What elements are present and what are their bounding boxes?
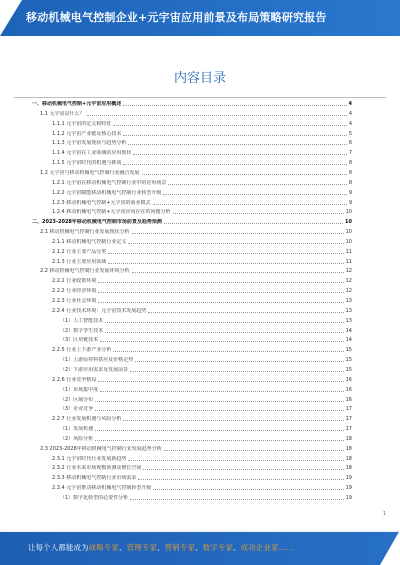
toc-entry-page: 6 bbox=[348, 140, 352, 147]
toc-dot-leader bbox=[105, 332, 343, 333]
toc-row[interactable] bbox=[52, 138, 352, 147]
toc-dot-leader bbox=[143, 469, 343, 470]
toc-entry-page: 4 bbox=[348, 120, 352, 127]
toc-entry-title: （1）市场集中度 bbox=[60, 386, 99, 393]
toc-entry-page: 7 bbox=[348, 150, 352, 157]
toc-dot-leader bbox=[135, 361, 343, 362]
toc-dot-leader bbox=[100, 391, 343, 392]
toc-entry-title: 2.3.1 元宇宙时代行业发展新趋势 bbox=[52, 455, 127, 462]
toc-entry-page: 12 bbox=[345, 288, 352, 295]
toc-row[interactable] bbox=[60, 395, 352, 404]
header-corner-accent bbox=[0, 0, 22, 36]
toc-entry-page: 11 bbox=[345, 258, 352, 265]
toc-dot-leader bbox=[98, 381, 343, 382]
toc-row[interactable] bbox=[60, 365, 352, 374]
report-footer bbox=[0, 530, 400, 565]
toc-entry-title: 二、2023-2028年移动机械电气控制市场前景及趋势预测 bbox=[32, 219, 162, 226]
toc-entry-page: 16 bbox=[345, 376, 352, 383]
toc-entry-page: 16 bbox=[345, 386, 352, 393]
toc-entry-page: 15 bbox=[345, 357, 352, 364]
toc-dot-leader bbox=[173, 213, 344, 214]
toc-dot-leader bbox=[132, 233, 344, 234]
toc-entry-title: 2.2.6 行业竞争格局 bbox=[52, 376, 97, 383]
toc-entry-page: 14 bbox=[345, 327, 352, 334]
footer-segment: 营销专家 bbox=[164, 543, 196, 552]
toc-entry-title: 2.1.2 行业主要产品分类 bbox=[52, 248, 107, 255]
toc-entry-page: 19 bbox=[345, 495, 352, 501]
toc-entry-page: 15 bbox=[345, 366, 352, 373]
toc-entry-page: 9 bbox=[348, 189, 352, 196]
toc-dot-leader bbox=[113, 125, 346, 126]
page-number: 1 bbox=[382, 511, 386, 517]
footer-segment: 管理专家 bbox=[126, 543, 158, 552]
toc-entry-page: 17 bbox=[345, 416, 352, 423]
toc-row[interactable] bbox=[60, 326, 352, 335]
toc-entry-page: 19 bbox=[345, 485, 352, 492]
toc-row[interactable] bbox=[52, 119, 352, 128]
footer-separator: 、 bbox=[119, 543, 127, 552]
toc-entry-page: 10 bbox=[345, 219, 352, 226]
toc-dot-leader bbox=[130, 371, 343, 372]
footer-lead: 让每个人都能成为 bbox=[28, 543, 89, 552]
footer-segment: 成功企业家…… bbox=[240, 543, 294, 552]
toc-entry-page: 17 bbox=[345, 406, 352, 413]
toc-dot-leader bbox=[130, 499, 343, 500]
toc-row[interactable] bbox=[40, 109, 352, 118]
toc-entry-title: 1.2.4 移动机械电气控制+元宇宙应用存在的问题分析 bbox=[52, 209, 171, 216]
footer-separator: 、 bbox=[195, 543, 203, 552]
toc-row[interactable] bbox=[52, 414, 352, 423]
toc-row[interactable] bbox=[52, 257, 352, 266]
toc-entry-title: 2.1.3 行业主要应用领域 bbox=[52, 258, 107, 265]
report-header bbox=[0, 0, 400, 36]
toc-row[interactable] bbox=[52, 276, 352, 285]
toc-entry-title: 2.3 2023-2028年移动机械电气控制行业发展趋势分析 bbox=[40, 445, 162, 452]
toc-row[interactable] bbox=[60, 335, 352, 344]
toc-dot-leader bbox=[113, 351, 343, 352]
toc-entry-title: 1.1.4 元宇宙在工业领域的应用现状 bbox=[52, 150, 132, 157]
toc-entry-page: 11 bbox=[345, 248, 352, 255]
toc-dot-leader bbox=[138, 479, 343, 480]
toc-entry-title: 2.3.2 行业未来市场规模预测及增长空间 bbox=[52, 465, 142, 472]
toc-dot-leader bbox=[153, 204, 347, 205]
toc-row[interactable] bbox=[52, 247, 352, 256]
toc-entry-page: 12 bbox=[345, 278, 352, 285]
toc-row[interactable] bbox=[52, 375, 352, 384]
toc-row[interactable] bbox=[60, 404, 352, 413]
toc-dot-leader bbox=[153, 489, 343, 490]
toc-entry-title: （2）数字孪生技术 bbox=[60, 327, 104, 334]
toc-dot-leader bbox=[95, 401, 343, 402]
toc-entry-page: 8 bbox=[348, 169, 352, 176]
toc-entry-title: 2.2.1 行业政策环境 bbox=[52, 278, 97, 285]
toc-entry-title: 1.2.2 元宇宙赋能移动机械电气控制行业转型升级 bbox=[52, 189, 162, 196]
toc-entry-title: 2.3.3 移动机械电气控制行业市场需求 bbox=[52, 475, 137, 482]
toc-row[interactable] bbox=[52, 296, 352, 305]
toc-entry-title: 1.2 元宇宙与移动机械电气控制行业融合发展 bbox=[40, 169, 140, 176]
toc-row[interactable] bbox=[52, 483, 352, 492]
toc-entry-page: 18 bbox=[345, 455, 352, 462]
toc-dot-leader bbox=[133, 154, 346, 155]
toc-row[interactable] bbox=[52, 158, 352, 167]
toc-entry-page: 9 bbox=[348, 199, 352, 206]
toc-row[interactable] bbox=[52, 237, 352, 246]
toc-dot-leader bbox=[95, 440, 343, 441]
toc-entry-page: 10 bbox=[345, 209, 352, 216]
toc-entry-title: 2.2.7 行业发展机遇与风险分析 bbox=[52, 416, 122, 423]
toc-dot-leader bbox=[87, 115, 347, 116]
toc-row[interactable] bbox=[40, 266, 352, 275]
toc-entry-title: 2.2.4 行业技术环境：元宇宙技术发展趋势 bbox=[52, 307, 147, 314]
toc-row[interactable] bbox=[52, 286, 352, 295]
toc-dot-leader bbox=[164, 223, 343, 224]
toc-entry-page: 13 bbox=[345, 307, 352, 314]
toc-entry-page: 12 bbox=[345, 268, 352, 275]
toc-entry-title: 1.1 元宇宙是什么？ bbox=[40, 110, 85, 117]
toc-dot-leader bbox=[164, 450, 344, 451]
footer-segment: 战略专家 bbox=[88, 543, 120, 552]
footer-separator: 、 bbox=[233, 543, 241, 552]
toc-entry-title: （2）下游应用需求及发展前景 bbox=[60, 366, 129, 373]
toc-row[interactable] bbox=[40, 444, 352, 453]
toc-entry-title: 1.2.1 元宇宙在移动机械电气控制行业中的应用场景 bbox=[52, 179, 167, 186]
toc-entry-title: 1.1.1 元宇宙的定义和特征 bbox=[52, 120, 112, 127]
footer-top-line bbox=[0, 530, 400, 532]
footer-corner-accent bbox=[380, 530, 400, 565]
report-title: 移动机械电气控制企业+元宇宙应用前景及布局策略研究报告 bbox=[26, 11, 327, 24]
toc-dot-leader bbox=[123, 164, 346, 165]
toc-entry-title: 1.1.3 元宇宙发展现状与趋势分析 bbox=[52, 140, 127, 147]
toc-entry-page: 18 bbox=[345, 465, 352, 472]
toc-row[interactable] bbox=[60, 434, 352, 443]
toc-entry-title: （1）人工智能技术 bbox=[60, 317, 104, 324]
toc-row[interactable] bbox=[52, 178, 352, 187]
toc-entry-page: 10 bbox=[345, 229, 352, 236]
toc-dot-leader bbox=[168, 184, 346, 185]
toc-heading: 内容目录 bbox=[173, 71, 226, 86]
toc-row[interactable] bbox=[52, 454, 352, 463]
toc-row[interactable] bbox=[60, 385, 352, 394]
toc-entry-page: 16 bbox=[345, 396, 352, 403]
toc-dot-leader bbox=[128, 243, 343, 244]
toc-dot-leader bbox=[148, 312, 343, 313]
toc-dot-leader bbox=[132, 272, 344, 273]
toc-entry-title: 2.2.2 行业经济环境 bbox=[52, 288, 97, 295]
toc-entry-title: 1.1.2 元宇宙产业链及核心技术 bbox=[52, 130, 122, 137]
toc-dot-leader bbox=[98, 282, 343, 283]
toc-dot-leader bbox=[123, 135, 346, 136]
toc-row[interactable] bbox=[52, 306, 352, 315]
toc-row[interactable] bbox=[52, 188, 352, 197]
toc-row[interactable] bbox=[40, 168, 352, 177]
toc-row[interactable] bbox=[32, 99, 352, 108]
toc-dot-leader bbox=[123, 105, 346, 106]
toc-entry-title: 1.1.5 元宇宙时代的机遇与挑战 bbox=[52, 160, 122, 167]
toc-row[interactable] bbox=[60, 424, 352, 433]
toc-entry-title: （1）上游原材料供应及价格走势 bbox=[60, 357, 134, 364]
toc-dot-leader bbox=[108, 263, 343, 264]
toc-dot-leader bbox=[95, 430, 343, 431]
toc-row[interactable] bbox=[52, 345, 352, 354]
footer-slogan bbox=[28, 543, 294, 553]
toc-entry-page: 14 bbox=[345, 337, 352, 344]
toc-row[interactable] bbox=[52, 198, 352, 207]
toc-row[interactable] bbox=[60, 493, 352, 502]
toc-entry-page: 18 bbox=[345, 435, 352, 442]
toc-entry-page: 15 bbox=[345, 347, 352, 354]
toc-row[interactable] bbox=[52, 207, 352, 216]
toc-dot-leader bbox=[98, 292, 343, 293]
toc-entry-title: （3）企业竞争 bbox=[60, 406, 94, 413]
toc-dot-leader bbox=[142, 174, 347, 175]
toc-entry-page: 10 bbox=[345, 238, 352, 245]
toc-entry-page: 18 bbox=[345, 445, 352, 452]
toc-entry-page: 5 bbox=[348, 130, 352, 137]
toc-entry-title: 2.2.5 行业上下游产业分析 bbox=[52, 347, 112, 354]
toc-dot-leader bbox=[163, 194, 346, 195]
toc-row[interactable] bbox=[60, 355, 352, 364]
toc-dot-leader bbox=[128, 460, 343, 461]
toc-entry-title: 一、移动机械电气控制+元宇宙应用概述 bbox=[32, 101, 122, 107]
toc-entry-page: 17 bbox=[345, 426, 352, 433]
toc-row[interactable] bbox=[52, 463, 352, 472]
toc-entry-title: 2.1.1 移动机械电气控制行业定义 bbox=[52, 238, 127, 245]
toc-row[interactable] bbox=[52, 473, 352, 482]
toc-divider bbox=[14, 97, 386, 98]
footer-segment: 数字专家 bbox=[202, 543, 234, 552]
toc-dot-leader bbox=[100, 341, 343, 342]
toc-entry-title: 2.2.3 行业社会环境 bbox=[52, 298, 97, 304]
toc-entry-page: 4 bbox=[348, 110, 352, 117]
toc-dot-leader bbox=[98, 302, 343, 303]
toc-row[interactable] bbox=[52, 129, 352, 138]
toc-entry-title: （1）数字化转型的必要性分析 bbox=[60, 495, 129, 501]
toc-row[interactable] bbox=[52, 148, 352, 157]
toc-entry-title: （1）发展机遇 bbox=[60, 426, 94, 433]
toc-row[interactable] bbox=[40, 227, 352, 236]
toc-entry-page: 8 bbox=[348, 160, 352, 167]
toc-entry-title: 2.2 移动机械电气控制行业发展环境分析 bbox=[40, 268, 130, 275]
toc-entry-title: 2.1 移动机械电气控制行业发展现状分析 bbox=[40, 229, 130, 236]
toc-entry-page: 4 bbox=[348, 101, 352, 107]
toc-entry-title: （3）区块链技术 bbox=[60, 337, 99, 344]
toc-dot-leader bbox=[128, 144, 346, 145]
toc-dot-leader bbox=[95, 410, 343, 411]
toc-dot-leader bbox=[123, 420, 343, 421]
toc-entry-page: 8 bbox=[348, 179, 352, 186]
toc-entry-page: 13 bbox=[345, 317, 352, 324]
footer-separator: 、 bbox=[157, 543, 165, 552]
toc-entry-page: 13 bbox=[345, 298, 352, 304]
toc-entry-title: 1.2.3 移动机械电气控制+元宇宙的商业模式 bbox=[52, 199, 151, 206]
toc-entry-title: （2）区域分布 bbox=[60, 396, 94, 403]
toc-dot-leader bbox=[108, 253, 343, 254]
toc-entry-title: 2.3.4 元宇宙推动移动机械电气控制转型升级 bbox=[52, 485, 152, 492]
toc-row[interactable] bbox=[32, 217, 352, 226]
toc-entry-title: （2）风险分析 bbox=[60, 435, 94, 442]
toc-row[interactable] bbox=[60, 316, 352, 325]
toc-entry-page: 19 bbox=[345, 475, 352, 482]
toc-dot-leader bbox=[105, 322, 343, 323]
